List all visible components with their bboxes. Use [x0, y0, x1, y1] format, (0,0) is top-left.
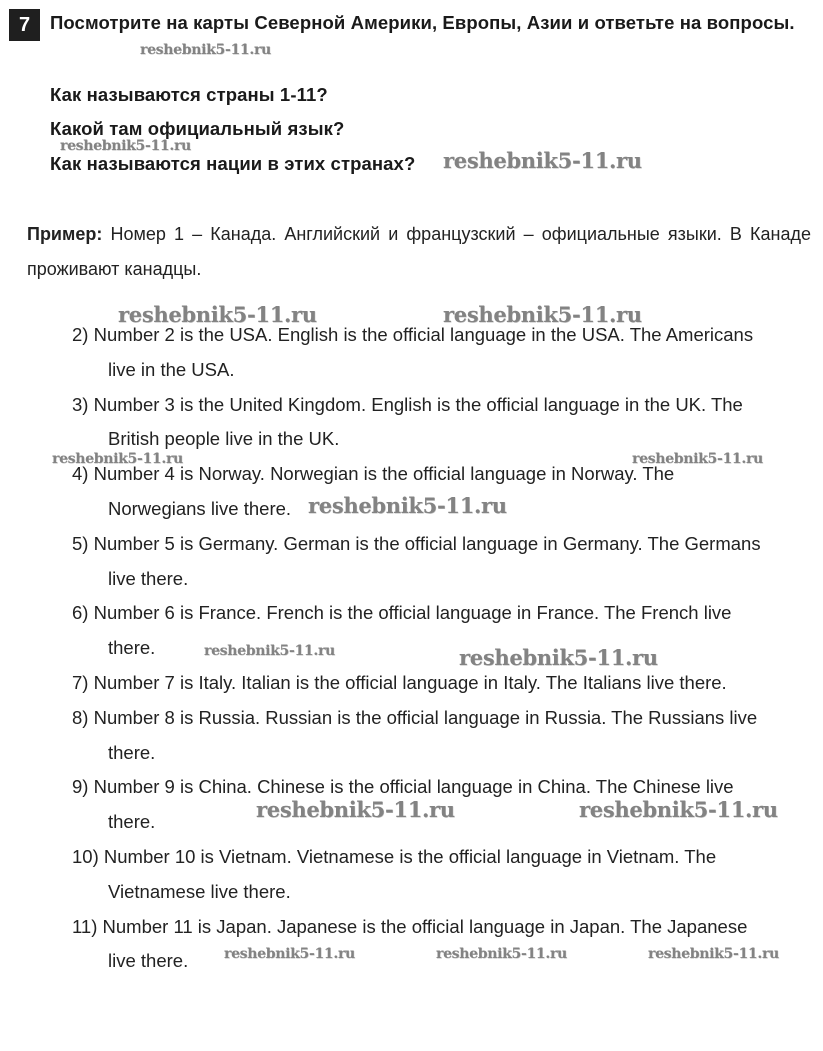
answer-line: there.	[108, 741, 156, 763]
question-1: Как называются страны 1-11?	[50, 84, 328, 105]
answer-item	[72, 666, 811, 701]
answer-line: Number 11 is Japan. Japanese is the official language in Japan. The Japanese	[102, 915, 748, 937]
task-instruction	[50, 5, 810, 41]
answer-line: there.	[108, 811, 156, 833]
watermark: reshebnik5-11.ru	[443, 148, 642, 173]
answer-line: Number 9 is China. Chinese is the official language in China. The Chinese live	[93, 776, 734, 798]
answer-line: British people live in the UK.	[108, 428, 340, 450]
answer-number: 4)	[72, 463, 89, 485]
watermark: reshebnik5-11.ru	[140, 42, 271, 58]
answer-line: Number 3 is the United Kingdom. English is the official language in the UK. The	[93, 393, 743, 415]
answer-line: Norwegians live there.	[108, 497, 292, 519]
answer-line: Number 7 is Italy. Italian is the official language in Italy. The Italians live there.	[93, 671, 727, 693]
watermark: reshebnik5-11.ru	[118, 302, 317, 327]
answer-line: Number 2 is the USA. English is the official language in the USA. The Americans	[93, 324, 754, 345]
answer-number: 5)	[72, 532, 89, 554]
answer-line: Number 4 is Norway. Norwegian is the official language in Norway. The	[93, 463, 675, 485]
answer-number: 7)	[72, 671, 89, 693]
instruction-line-2: вопросы.	[706, 12, 795, 33]
answer-number: 6)	[72, 602, 89, 624]
answer-line: Vietnamese live there.	[108, 880, 291, 902]
answer-line: Number 10 is Vietnam. Vietnamese is the official language in Vietnam. The	[103, 845, 717, 867]
answer-item	[72, 596, 811, 666]
answer-line: Number 8 is Russia. Russian is the official language in Russia. The Russians live	[93, 706, 758, 728]
watermark: reshebnik5-11.ru	[443, 302, 642, 327]
watermark: reshebnik5-11.ru	[579, 797, 778, 822]
task-number-badge: 7	[9, 9, 40, 41]
watermark: reshebnik5-11.ru	[308, 493, 507, 518]
answer-list	[72, 318, 811, 979]
answer-line: live in the USA.	[108, 358, 235, 380]
watermark: reshebnik5-11.ru	[224, 946, 355, 962]
example-label: Пример:	[27, 224, 103, 244]
watermark: reshebnik5-11.ru	[256, 797, 455, 822]
question-3: Как называются нации в этих странах?	[50, 153, 416, 174]
example-text: Номер 1 – Канада. Английский и французский – официальные языки. В Канаде проживают канадцы.	[27, 224, 811, 279]
answer-line: live there.	[108, 950, 189, 972]
answer-line: there.	[108, 637, 156, 659]
answer-line: live there.	[108, 567, 189, 589]
answer-number: 2)	[72, 324, 89, 345]
answer-line: Number 6 is France. French is the official language in France. The French live	[93, 602, 732, 624]
answer-item	[72, 527, 811, 597]
question-2: Какой там официальный язык?	[50, 118, 345, 139]
watermark: reshebnik5-11.ru	[459, 645, 658, 670]
answer-line: Number 5 is Germany. German is the official language in Germany. The Germans	[93, 532, 761, 554]
answer-number: 9)	[72, 776, 89, 798]
watermark: reshebnik5-11.ru	[204, 643, 335, 659]
answer-item	[72, 701, 811, 771]
watermark: reshebnik5-11.ru	[436, 946, 567, 962]
answer-number: 10)	[72, 845, 99, 867]
instruction-line-1: Посмотрите на карты Северной Америки, Европы, Азии и ответьте на	[50, 12, 702, 33]
watermark: reshebnik5-11.ru	[52, 451, 183, 467]
answer-number: 3)	[72, 393, 89, 415]
watermark: reshebnik5-11.ru	[648, 946, 779, 962]
answer-item	[72, 318, 811, 388]
answer-number: 11)	[72, 915, 98, 937]
answer-item	[72, 840, 811, 910]
answer-item	[72, 910, 811, 980]
answer-number: 8)	[72, 706, 89, 728]
watermark: reshebnik5-11.ru	[60, 138, 191, 154]
answer-item	[72, 388, 811, 458]
watermark: reshebnik5-11.ru	[632, 451, 763, 467]
example-paragraph	[27, 217, 811, 287]
